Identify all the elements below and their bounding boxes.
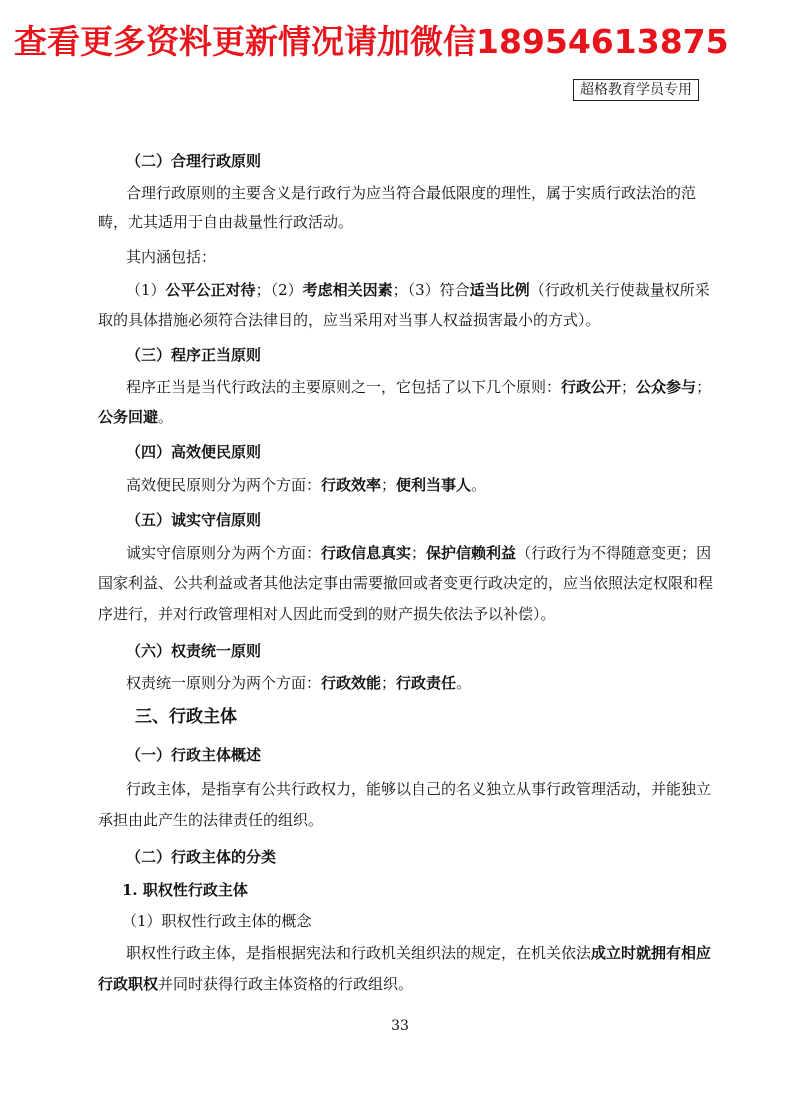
text-run: ；: [696, 378, 712, 396]
text-run: （行政机关行使裁量权所采: [529, 281, 710, 299]
key-term: 成立时就拥有相应: [591, 944, 712, 962]
key-term: 公务回避: [98, 408, 159, 426]
key-term: 考虑相关因素: [302, 281, 393, 299]
text-run: （1）: [126, 281, 166, 299]
text-run: ；: [381, 674, 397, 692]
paragraph-line: [126, 542, 711, 564]
text-run: 职权性行政主体，是指根据宪法和行政机关组织法的规定，在机关依法: [126, 944, 592, 962]
subsection-item: （1）职权性行政主体的概念: [122, 912, 312, 930]
section-heading: （二）行政主体的分类: [126, 848, 277, 866]
key-term: 公众参与: [636, 378, 697, 396]
text-run: 程序正当是当代行政法的主要原则之一，它包括了以下几个原则：: [126, 378, 562, 396]
paragraph-line: [98, 406, 173, 428]
text-run: 。: [158, 408, 174, 426]
paragraph-line: [126, 376, 711, 398]
key-term: 行政效率: [321, 476, 382, 494]
paragraph-line: 承担由此产生的法律责任的组织。: [98, 811, 324, 829]
subsection-heading: 1. 职权性行政主体: [122, 881, 248, 899]
paragraph-line: 序进行，并对行政管理相对人因此而受到的财产损失依法予以补偿）。: [98, 605, 556, 623]
key-term: 适当比例: [469, 281, 530, 299]
section-heading: （二）合理行政原则: [126, 152, 262, 170]
paragraph-line: 取的具体措施必须符合法律目的，应当采用对当事人权益损害最小的方式）。: [98, 311, 601, 329]
paragraph-line: 行政主体，是指享有公共行政权力，能够以自己的名义独立从事行政管理活动，并能独立: [126, 780, 712, 798]
text-run: ；: [381, 476, 397, 494]
student-only-badge: 超格教育学员专用: [573, 79, 699, 101]
text-run: ；（2）: [255, 281, 303, 299]
paragraph-line: 国家利益、公共利益或者其他法定事由需要撤回或者变更行政决定的，应当依照法定权限和程: [98, 574, 714, 592]
section-heading: （四）高效便民原则: [126, 443, 262, 461]
page-number: 33: [391, 1018, 409, 1034]
paragraph-line: 其内涵包括：: [126, 248, 217, 266]
key-term: 便利当事人: [396, 476, 472, 494]
key-term: 行政公开: [561, 378, 622, 396]
promo-banner: 查看更多资料更新情况请加微信18954613875: [14, 22, 729, 61]
text-run: ；: [411, 544, 427, 562]
key-term: 行政信息真实: [321, 544, 412, 562]
section-heading: （一）行政主体概述: [126, 746, 262, 764]
chapter-heading: 三、行政主体: [135, 707, 237, 727]
paragraph-line: [126, 279, 710, 301]
key-term: 行政责任: [396, 674, 457, 692]
paragraph-line: [126, 942, 711, 964]
text-run: 。: [471, 476, 487, 494]
text-run: 并同时获得行政主体资格的行政组织。: [158, 975, 414, 993]
text-run: ；: [621, 378, 637, 396]
paragraph-line: 合理行政原则的主要含义是行政行为应当符合最低限度的理性，属于实质行政法治的范: [126, 184, 697, 202]
paragraph-line: [126, 672, 471, 694]
key-term: 公平公正对待: [165, 281, 256, 299]
text-run: 高效便民原则分为两个方面：: [126, 476, 322, 494]
key-term: 保护信赖利益: [426, 544, 517, 562]
text-run: 诚实守信原则分为两个方面：: [126, 544, 322, 562]
text-run: 权责统一原则分为两个方面：: [126, 674, 322, 692]
paragraph-line: [126, 474, 486, 496]
section-heading: （六）权责统一原则: [126, 642, 262, 660]
paragraph-line: [98, 973, 413, 995]
text-run: ；（3）符合: [392, 281, 470, 299]
paragraph-line: 畴，尤其适用于自由裁量性行政活动。: [98, 213, 354, 231]
section-heading: （三）程序正当原则: [126, 346, 262, 364]
key-term: 行政效能: [321, 674, 382, 692]
text-run: （行政行为不得随意变更；因: [516, 544, 712, 562]
section-heading: （五）诚实守信原则: [126, 511, 262, 529]
key-term: 行政职权: [98, 975, 159, 993]
text-run: 。: [456, 674, 472, 692]
